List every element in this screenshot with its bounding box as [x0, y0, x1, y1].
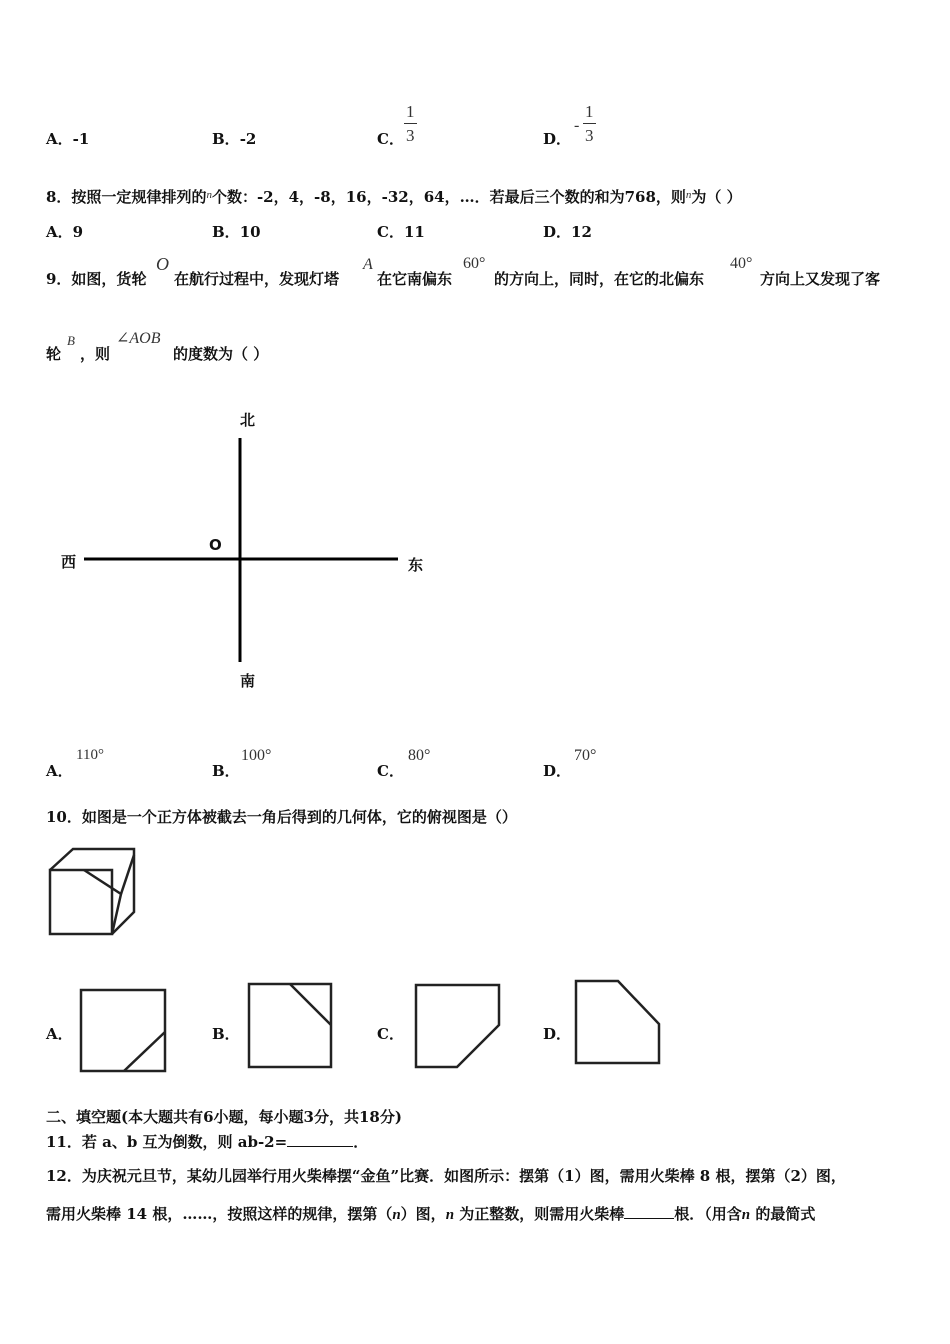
q10-solid-figure [50, 849, 134, 934]
q7-option-d-letter: D． [543, 130, 572, 148]
q10-option-d-letter: D． [543, 1025, 572, 1043]
cut-corner-edge [121, 855, 134, 894]
q9-text-8: 的度数为（ ） [173, 345, 269, 363]
q7-option-b-letter: B． [212, 130, 240, 148]
q12-line-2 [46, 1203, 815, 1224]
q9-option-a-letter: A． [46, 762, 73, 780]
q9-angle-40: 40° [730, 255, 753, 272]
q8-text-2: 个数：-2，4，-8，16，-32，64，…．若最后三个数的和为768，则 [211, 188, 686, 206]
q8-option-a-value: 9 [72, 223, 84, 241]
section-2-heading: 二、填空题(本大题共有6小题，每小题3分，共18分) [46, 1108, 402, 1126]
q12-text-2c: 为正整数，则需用火柴棒 [454, 1205, 625, 1223]
compass-south-label: 南 [240, 672, 256, 690]
compass-east-label: 东 [408, 556, 424, 574]
q10-option-c-letter: C． [377, 1025, 404, 1043]
q9-option-a-value: 110° [76, 747, 104, 763]
q11-answer-blank[interactable] [287, 1146, 353, 1147]
q9-option-b-letter: B． [212, 762, 240, 780]
q9-text-7: ，则 [80, 345, 111, 363]
q9-text-3: 在它南偏东 [377, 270, 453, 288]
q9-angle-aob: ∠AOB [116, 330, 161, 347]
q9-text-1: 9．如图，货轮 [46, 270, 147, 288]
compass-origin-label: O [209, 536, 222, 554]
q7-option-c-numerator: 1 [406, 102, 415, 121]
q8-option-b-value: 10 [239, 223, 261, 241]
q11-end: ． [353, 1133, 369, 1151]
q8-text-3: 为（ ） [691, 188, 742, 206]
q7-option-c-denominator: 3 [406, 126, 415, 145]
q9-text-5: 方向上又发现了客 [760, 270, 881, 288]
q10-option-d-pentagon [576, 981, 659, 1063]
q10-option-a-shape [81, 990, 165, 1071]
q9-option-d-letter: D． [543, 762, 572, 780]
q8-option-c-value: 11 [403, 223, 425, 241]
q10-stem: 10．如图是一个正方体被截去一角后得到的几何体，它的俯视图是（） [46, 808, 517, 826]
q10-option-a-square [81, 990, 165, 1071]
cube-front-face [50, 870, 112, 934]
q12-answer-blank[interactable] [624, 1218, 674, 1219]
q9-option-d-value: 70° [574, 747, 597, 764]
q9-option-c-value: 80° [408, 747, 431, 764]
q9-option-b-value: 100° [241, 747, 272, 764]
compass-north-label: 北 [240, 411, 256, 429]
q7-option-d-denominator: 3 [585, 126, 594, 145]
q9-option-c-letter: C． [377, 762, 404, 780]
q10-option-b-diagonal [290, 984, 331, 1025]
q9-var-o: O [156, 254, 169, 274]
q12-var-n-1: n [392, 1207, 401, 1223]
q7-option-a-letter: A． [46, 130, 73, 148]
q12-text-2b: ）图， [400, 1205, 446, 1223]
q12-line-1: 12．为庆祝元旦节，某幼儿园举行用火柴棒摆“金鱼”比赛．如图所示：摆第（1）图，需用火柴棒 8 根，摆第（2）图， [46, 1167, 846, 1185]
q8-option-c-letter: C． [377, 223, 404, 241]
q9-text-2: 在航行过程中，发现灯塔 [174, 270, 340, 288]
q8-var-n-2: n [685, 189, 692, 201]
q10-option-b-shape [249, 984, 331, 1067]
q8-option-d-letter: D． [543, 223, 572, 241]
q12-text-2e: 的最简式 [750, 1205, 816, 1223]
q10-option-a-diagonal [124, 1032, 165, 1071]
q8-var-n: n [206, 189, 212, 201]
q10-option-a-letter: A． [46, 1025, 73, 1043]
q10-option-d-shape [576, 981, 659, 1063]
q12-text-2d: 根．（用含 [674, 1205, 742, 1223]
q12-var-n-3: n [741, 1207, 751, 1223]
q12-text-2a: 需用火柴棒 14 根，……，按照这样的规律，摆第（ [46, 1205, 393, 1223]
q7-option-b-value: -2 [239, 130, 257, 148]
q9-text-4: 的方向上，同时，在它的北偏东 [494, 270, 705, 288]
q11-stem [46, 1131, 368, 1152]
q11-text: 11．若 a、b 互为倒数，则 ab-2= [46, 1133, 288, 1151]
q9-var-a: A [363, 256, 373, 273]
q8-option-a-letter: A． [46, 223, 73, 241]
q7-option-a-value: -1 [72, 130, 90, 148]
q10-option-c-pentagon [416, 985, 499, 1067]
q10-option-b-square [249, 984, 331, 1067]
q8-option-b-letter: B． [212, 223, 240, 241]
q8-text-1: 8．按照一定规律排列的 [46, 188, 207, 206]
q10-option-b-letter: B． [212, 1025, 240, 1043]
q9-var-b: B [67, 333, 75, 348]
q8-option-d-value: 12 [571, 223, 592, 241]
q9-text-6: 轮 [46, 345, 62, 363]
compass-west-label: 西 [61, 553, 77, 571]
q9-angle-60: 60° [463, 255, 486, 272]
q10-option-c-shape [416, 985, 499, 1067]
q12-var-n-2: n [445, 1207, 455, 1223]
cut-corner-edges [84, 870, 121, 934]
q7-option-c-letter: C． [377, 130, 404, 148]
q7-option-d-numerator: 1 [585, 102, 594, 121]
q7-option-d-sign: - [574, 117, 580, 134]
